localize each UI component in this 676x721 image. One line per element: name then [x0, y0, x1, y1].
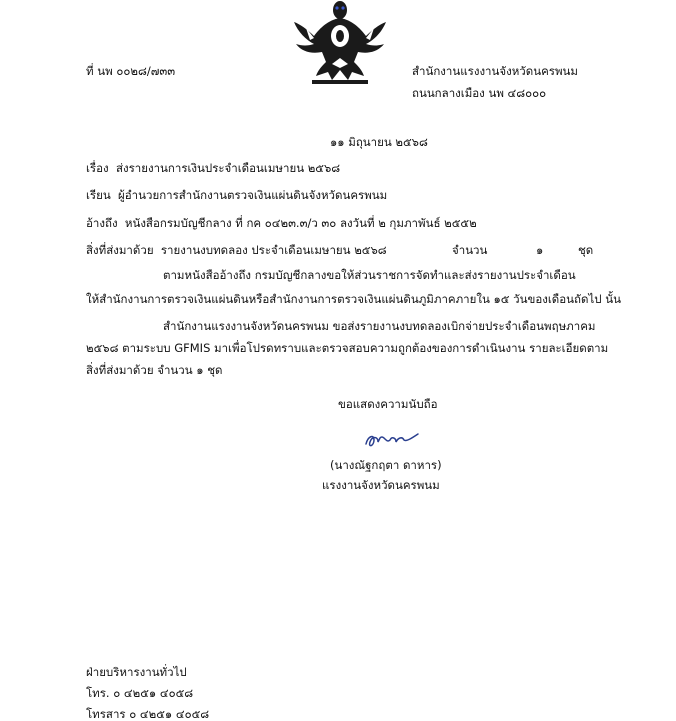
signatory-name: (นางณัฐกฤตา ดาหาร) [330, 458, 442, 472]
closing-salutation: ขอแสดงความนับถือ [338, 397, 438, 411]
body-paragraph-2-line-3: สิ่งที่ส่งมาด้วย จำนวน ๑ ชุด [86, 363, 223, 377]
body-paragraph-1-line-2: ให้สำนักงานการตรวจเงินแผ่นดินหรือสำนักงานการตรวจเงินแผ่นดินภูมิภาคภายใน ๑๕ วันของเดือนถัดไป นั้น [86, 292, 621, 306]
enclosure-qty: ๑ [536, 243, 544, 257]
enclosure-label: สิ่งที่ส่งมาด้วย [86, 243, 154, 257]
recipient-text: ผู้อำนวยการสำนักงานตรวจเงินแผ่นดินจังหวัดนครพนม [118, 188, 388, 202]
footer-department: ฝ่ายบริหารงานทั่วไป [86, 665, 187, 679]
enclosure-qty-label: จำนวน [452, 243, 488, 257]
subject-text: ส่งรายงานการเงินประจำเดือนเมษายน ๒๕๖๘ [115, 161, 341, 175]
signature-mark [362, 428, 422, 452]
office-address: ถนนกลางเมือง นพ ๔๘๐๐๐ [412, 86, 547, 100]
footer-phone: โทร. ๐ ๔๒๕๑ ๔๐๕๘ [86, 686, 194, 700]
letter-date: ๑๑ มิถุนายน ๒๕๖๘ [330, 135, 428, 149]
subject-line [86, 161, 340, 175]
garuda-emblem-icon [292, 0, 388, 86]
subject-label: เรื่อง [86, 161, 109, 175]
signatory-position: แรงงานจังหวัดนครพนม [322, 478, 440, 492]
body-paragraph-2-line-2: ๒๕๖๘ ตามระบบ GFMIS มาเพื่อโปรดทราบและตรวจสอบความถูกต้องของการดำเนินงาน รายละเอียดตาม [86, 341, 609, 355]
office-name: สำนักงานแรงงานจังหวัดนครพนม [412, 64, 578, 78]
reference-text: หนังสือกรมบัญชีกลาง ที่ กค ๐๔๒๓.๓/ว ๓๐ ลงวันที่ ๒ กุมภาพันธ์ ๒๕๕๒ [124, 216, 477, 230]
document-number: ที่ นพ ๐๐๒๘/๗๓๓ [86, 64, 176, 78]
reference-line [86, 216, 477, 230]
recipient-label: เรียน [86, 188, 111, 202]
enclosure-unit: ชุด [578, 243, 594, 257]
reference-label: อ้างถึง [86, 216, 118, 230]
footer-fax: โทรสาร ๐ ๔๒๕๑ ๔๐๕๘ [86, 707, 210, 721]
recipient-line [86, 188, 387, 202]
body-paragraph-1-line-1: ตามหนังสืออ้างถึง กรมบัญชีกลางขอให้ส่วนราชการจัดทำและส่งรายงานประจำเดือน [163, 268, 576, 282]
enclosure-text: รายงานงบทดลอง ประจำเดือนเมษายน ๒๕๖๘ [160, 243, 387, 257]
body-paragraph-2-line-1: สำนักงานแรงงานจังหวัดนครพนม ขอส่งรายงานงบทดลองเบิกจ่ายประจำเดือนพฤษภาคม [163, 319, 596, 333]
enclosure-line [86, 243, 387, 257]
